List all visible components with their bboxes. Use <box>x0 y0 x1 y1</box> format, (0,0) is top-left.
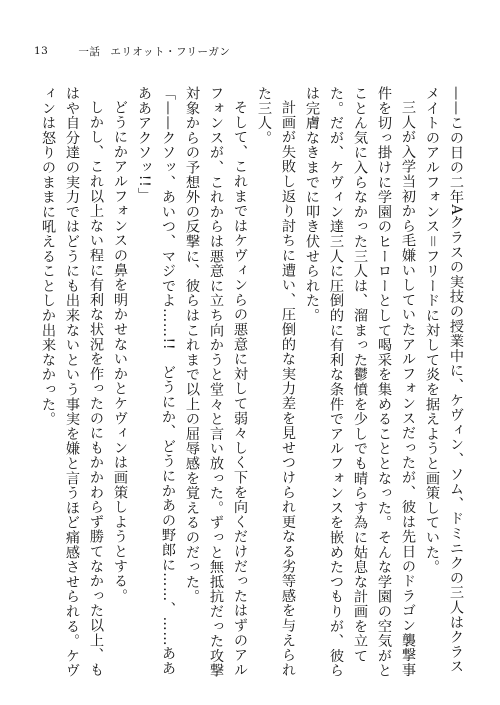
paragraph: そして、これまではケヴィンらの悪意に対して弱々しく下を向くだけだったはずのアルフォンスが、これからは悪意に立ち向かうと堂々と言い放った。ずっと無抵抗だった攻撃対象からの予想外の反撃に、彼らはこれまで以上の屈辱感を覚えるのだった。 <box>184 86 248 678</box>
page-number: 13 <box>34 45 49 57</box>
paragraph: しかし、これ以上ない程に有利な状況を作ったのにもかかわらず勝てなかった以上、もはや自分達の実力ではどうにも出来ないという事実を嫌と言うほど痛感させられる。ケヴィンは怒りのままに吼えることしか出来なかった。 <box>40 86 104 678</box>
running-head <box>34 43 230 59</box>
body-text <box>40 86 468 680</box>
paragraph: どうにかアルフォンスの鼻を明かせないかとケヴィンは画策しようとする。 <box>112 100 128 604</box>
paragraph: 計画が失敗し返り討ちに遭い、圧倒的な実力差を見せつけられ更なる劣等感を与えられた三人。 <box>256 86 296 678</box>
chapter-title: エリオット・フリーガン <box>110 45 231 58</box>
dialogue-paragraph: 「——クソッ、あいつ、マジでよ……!! どうにか、どうにかあの野郎に……、……ああああアクソッ!!」 <box>136 86 176 676</box>
paragraph: 三人が入学当初から毛嫌いしていたアルフォンスだったが、彼は先日のドラゴン襲撃事件を切っ掛けに学園のヒーローとして喝采を集めることとなった。そんな学園の空気がとことん気に入らなかった三人は、溜まった鬱憤を少しでも晴らす為に姑息な計画を立てた。だが、ケヴィン達三人に圧倒的に有利な条件でアルフォンスを嵌めたつもりが、彼らは完膚なきまでに叩き伏せられた。 <box>304 86 416 678</box>
paragraph: ——この日の二年Aクラスの実技の授業中に、ケヴィン、ソム、ドミニクの三人はクラスメイトのアルフォンス＝フリードに対して炎を据えようと画策していた。 <box>424 86 464 675</box>
episode-label: 一話 <box>78 45 101 58</box>
